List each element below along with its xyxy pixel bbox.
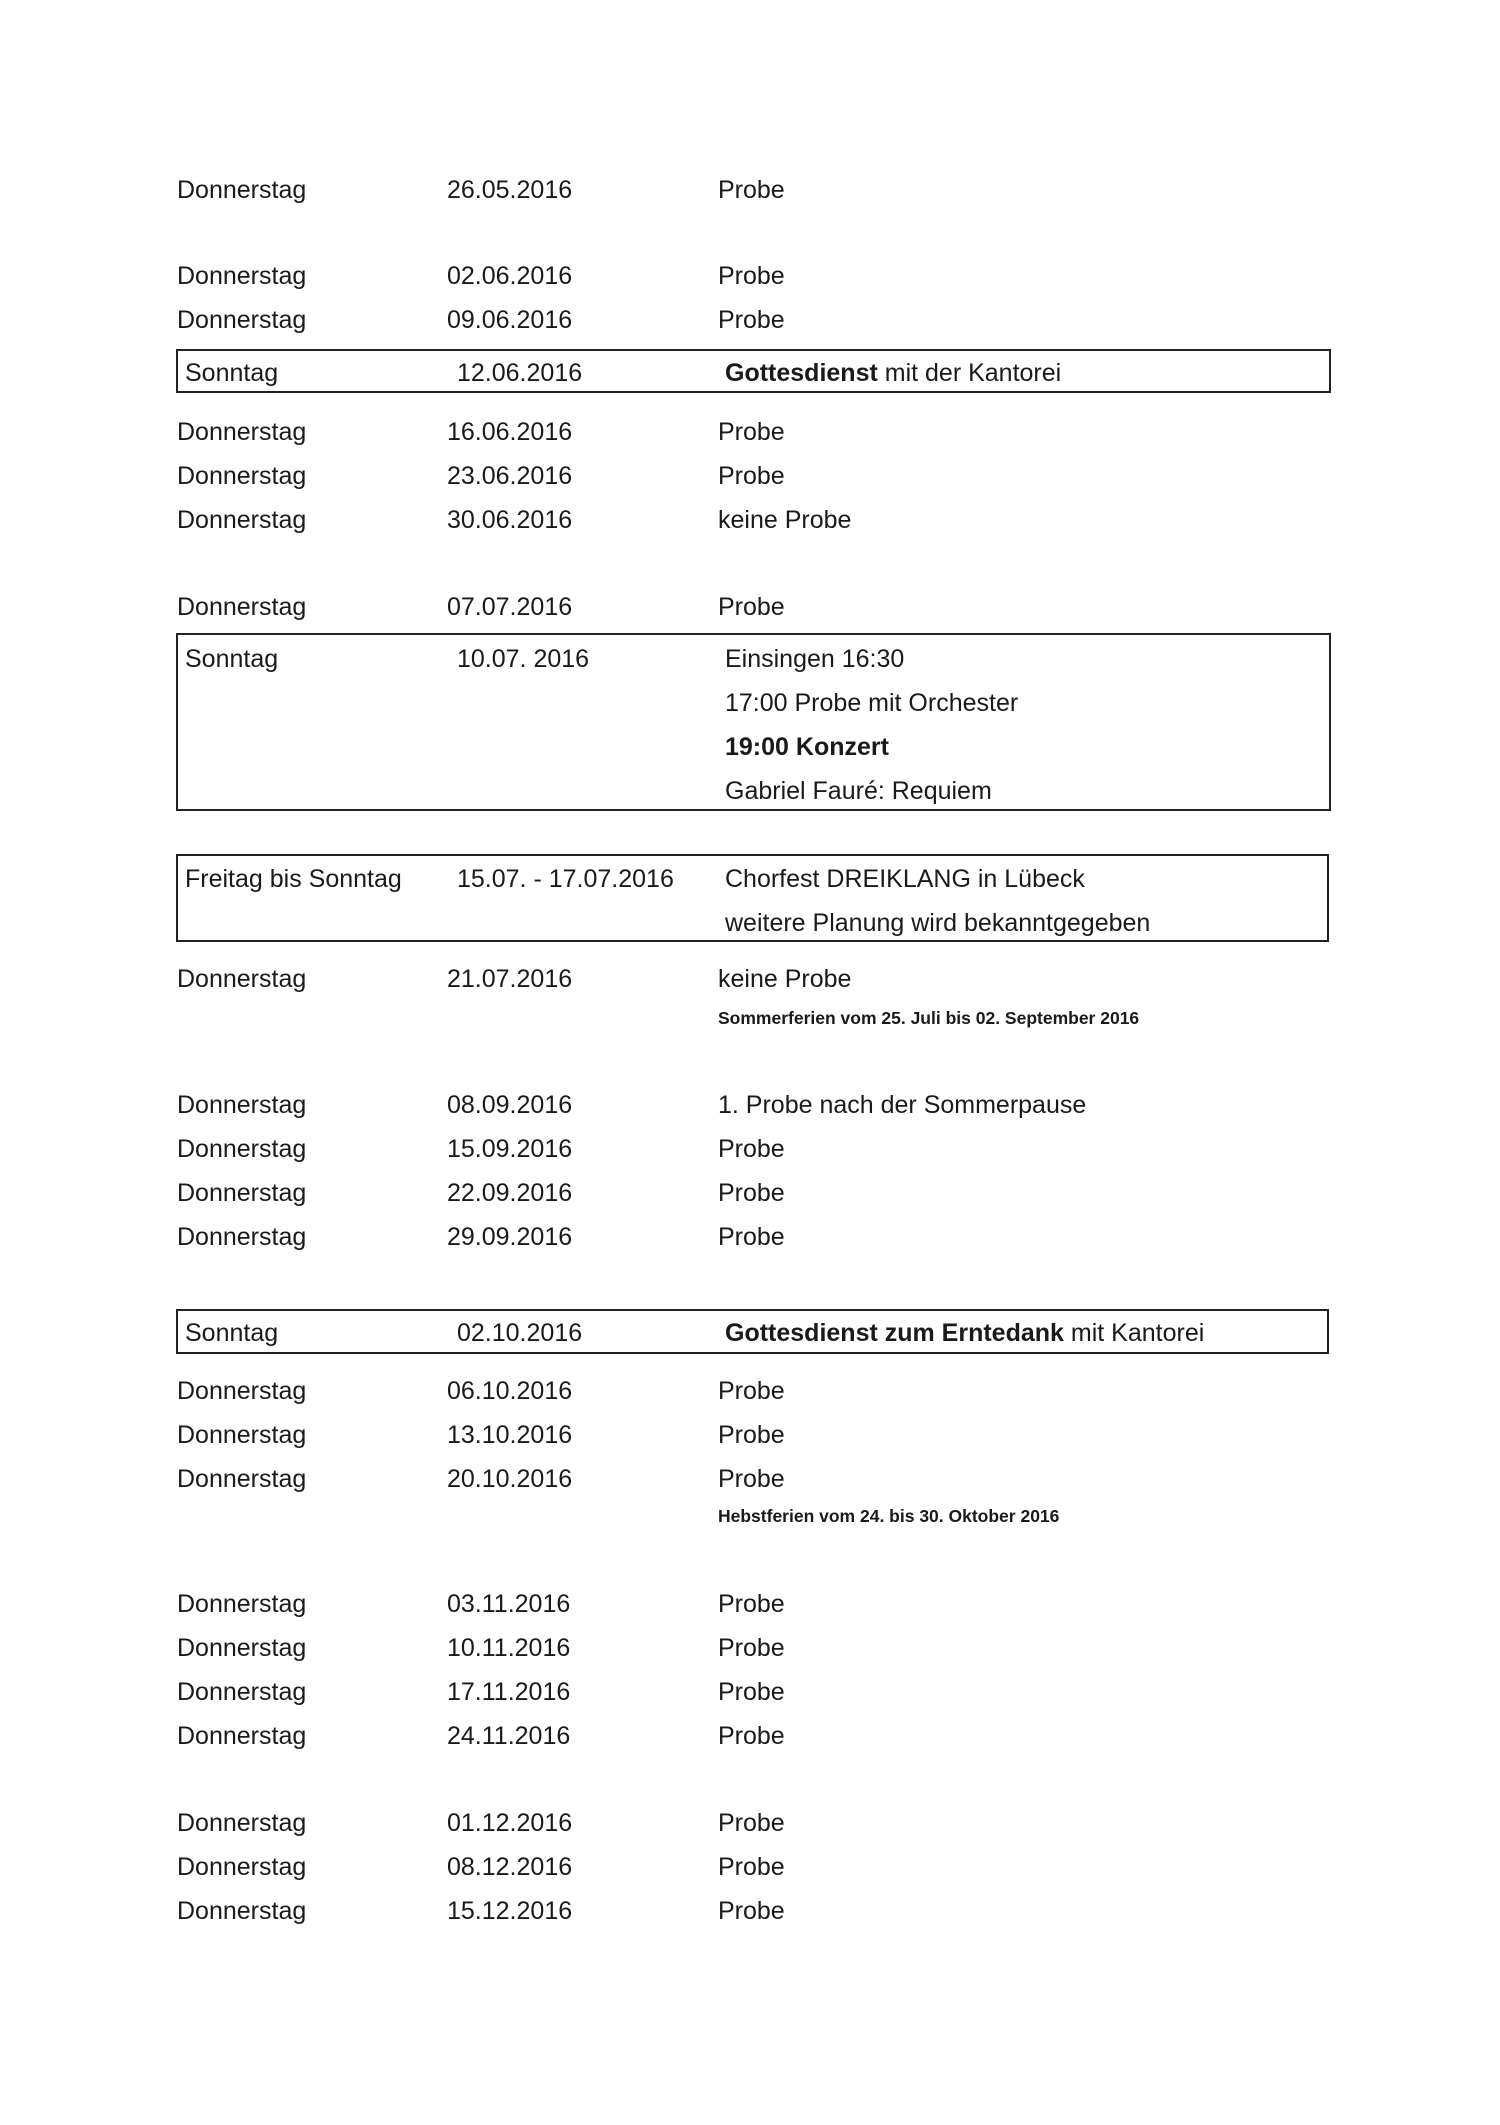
- schedule-row: [0, 1173, 1500, 1213]
- holiday-note: Sommerferien vom 25. Juli bis 02. September 2016: [718, 1008, 1140, 1028]
- date-cell: 10.11.2016: [447, 1634, 571, 1662]
- day-cell: Donnerstag: [177, 1377, 307, 1405]
- schedule-row: [0, 1803, 1500, 1843]
- event-cell: Probe: [718, 306, 785, 334]
- date-cell: 21.07.2016: [447, 965, 573, 993]
- highlight-box-service: [176, 349, 1331, 393]
- date-cell: 16.06.2016: [447, 418, 573, 446]
- event-cell: [725, 1313, 1204, 1353]
- event-cell: Probe: [718, 176, 785, 204]
- event-text: mit Kantorei: [1063, 1319, 1205, 1347]
- day-cell: Donnerstag: [177, 593, 307, 621]
- event-line: 17:00 Probe mit Orchester: [725, 689, 1019, 717]
- schedule-row: [2, 683, 1500, 723]
- schedule-row: [0, 1584, 1500, 1624]
- event-cell: Probe: [718, 1678, 785, 1706]
- day-cell: Donnerstag: [177, 1223, 307, 1251]
- day-cell: Donnerstag: [177, 262, 307, 290]
- schedule-row: [0, 1716, 1500, 1756]
- event-cell: Probe: [718, 1722, 785, 1750]
- event-cell: Probe: [718, 1465, 785, 1493]
- date-cell: 15.12.2016: [447, 1897, 573, 1925]
- date-cell: 12.06.2016: [457, 359, 583, 387]
- event-bold-text: Gottesdienst: [725, 359, 878, 387]
- day-cell: Sonntag: [185, 645, 279, 673]
- day-cell: Freitag bis Sonntag: [185, 865, 402, 893]
- schedule-row: [0, 587, 1500, 627]
- schedule-row: [2, 771, 1500, 811]
- schedule-row: [0, 300, 1500, 340]
- event-line: weitere Planung wird bekanntgegeben: [725, 909, 1151, 937]
- event-cell: Probe: [718, 1634, 785, 1662]
- day-cell: Donnerstag: [177, 1179, 307, 1207]
- date-cell: 26.05.2016: [447, 176, 573, 204]
- day-cell: Donnerstag: [177, 1809, 307, 1837]
- schedule-row: [0, 500, 1500, 540]
- date-cell: 08.12.2016: [447, 1853, 573, 1881]
- date-cell: 09.06.2016: [447, 306, 573, 334]
- event-cell: Probe: [718, 1590, 785, 1618]
- day-cell: Donnerstag: [177, 1465, 307, 1493]
- date-cell: 15.07. - 17.07.2016: [457, 865, 674, 893]
- day-cell: Donnerstag: [177, 306, 307, 334]
- date-cell: 23.06.2016: [447, 462, 573, 490]
- schedule-row: [0, 256, 1500, 296]
- date-cell: 15.09.2016: [447, 1135, 573, 1163]
- event-cell: Probe: [718, 1421, 785, 1449]
- event-text: mit der Kantorei: [877, 359, 1062, 387]
- schedule-row: [0, 1085, 1500, 1125]
- event-cell: keine Probe: [718, 506, 852, 534]
- event-cell: Probe: [718, 1897, 785, 1925]
- day-cell: Donnerstag: [177, 176, 307, 204]
- highlight-box-concert: [176, 633, 1331, 811]
- schedule-row: [0, 1847, 1500, 1887]
- event-bold-text: Gottesdienst zum Erntedank: [725, 1319, 1064, 1347]
- event-line-bold: 19:00 Konzert: [725, 733, 889, 761]
- schedule-row: [2, 1313, 1500, 1353]
- event-cell: 1. Probe nach der Sommerpause: [718, 1091, 1087, 1119]
- event-line: Gabriel Fauré: Requiem: [725, 777, 992, 805]
- event-cell: [725, 353, 1061, 393]
- day-cell: Sonntag: [185, 1319, 279, 1347]
- schedule-row: [0, 1415, 1500, 1455]
- day-cell: Donnerstag: [177, 418, 307, 446]
- event-cell: Probe: [718, 418, 785, 446]
- day-cell: Donnerstag: [177, 1421, 307, 1449]
- date-cell: 03.11.2016: [447, 1590, 571, 1618]
- date-cell: 02.10.2016: [457, 1319, 583, 1347]
- event-cell: Probe: [718, 462, 785, 490]
- date-cell: 10.07. 2016: [457, 645, 590, 673]
- date-cell: 07.07.2016: [447, 593, 573, 621]
- event-line: Chorfest DREIKLANG in Lübeck: [725, 865, 1085, 893]
- day-cell: Donnerstag: [177, 1678, 307, 1706]
- schedule-row: [2, 639, 1500, 679]
- date-cell: 30.06.2016: [447, 506, 573, 534]
- date-cell: 17.11.2016: [447, 1678, 571, 1706]
- date-cell: 08.09.2016: [447, 1091, 573, 1119]
- holiday-note: Hebstferien vom 24. bis 30. Oktober 2016: [718, 1506, 1060, 1526]
- highlight-box-festival: [176, 854, 1329, 942]
- date-cell: 24.11.2016: [447, 1722, 571, 1750]
- schedule-row: [0, 1628, 1500, 1668]
- date-cell: 02.06.2016: [447, 262, 573, 290]
- schedule-row: [0, 1891, 1500, 1931]
- event-cell: Probe: [718, 593, 785, 621]
- schedule-row: [0, 1129, 1500, 1169]
- day-cell: Donnerstag: [177, 1590, 307, 1618]
- date-cell: 29.09.2016: [447, 1223, 573, 1251]
- date-cell: 01.12.2016: [447, 1809, 573, 1837]
- day-cell: Donnerstag: [177, 1091, 307, 1119]
- date-cell: 13.10.2016: [447, 1421, 573, 1449]
- date-cell: 22.09.2016: [447, 1179, 573, 1207]
- schedule-row: [2, 353, 1500, 393]
- event-cell: Probe: [718, 1809, 785, 1837]
- day-cell: Sonntag: [185, 359, 279, 387]
- schedule-row: [2, 903, 1500, 943]
- highlight-box-harvest: [176, 1309, 1329, 1354]
- day-cell: Donnerstag: [177, 1722, 307, 1750]
- event-cell: Probe: [718, 1135, 785, 1163]
- event-line: Einsingen 16:30: [725, 645, 905, 673]
- schedule-row: [0, 456, 1500, 496]
- schedule-row: [0, 1672, 1500, 1712]
- event-cell: Probe: [718, 1377, 785, 1405]
- event-cell: keine Probe: [718, 965, 852, 993]
- schedule-row: [2, 859, 1500, 899]
- day-cell: Donnerstag: [177, 1634, 307, 1662]
- schedule-row: [2, 727, 1500, 767]
- day-cell: Donnerstag: [177, 1897, 307, 1925]
- schedule-row: [0, 170, 1500, 210]
- event-cell: Probe: [718, 262, 785, 290]
- date-cell: 06.10.2016: [447, 1377, 573, 1405]
- day-cell: Donnerstag: [177, 965, 307, 993]
- schedule-row: [0, 959, 1500, 999]
- event-cell: Probe: [718, 1853, 785, 1881]
- schedule-row: [0, 1217, 1500, 1257]
- date-cell: 20.10.2016: [447, 1465, 573, 1493]
- day-cell: Donnerstag: [177, 506, 307, 534]
- event-cell: Probe: [718, 1223, 785, 1251]
- event-cell: Probe: [718, 1179, 785, 1207]
- schedule-row: [0, 412, 1500, 452]
- day-cell: Donnerstag: [177, 1853, 307, 1881]
- day-cell: Donnerstag: [177, 462, 307, 490]
- schedule-row: [0, 1371, 1500, 1411]
- schedule-row: [0, 1459, 1500, 1499]
- day-cell: Donnerstag: [177, 1135, 307, 1163]
